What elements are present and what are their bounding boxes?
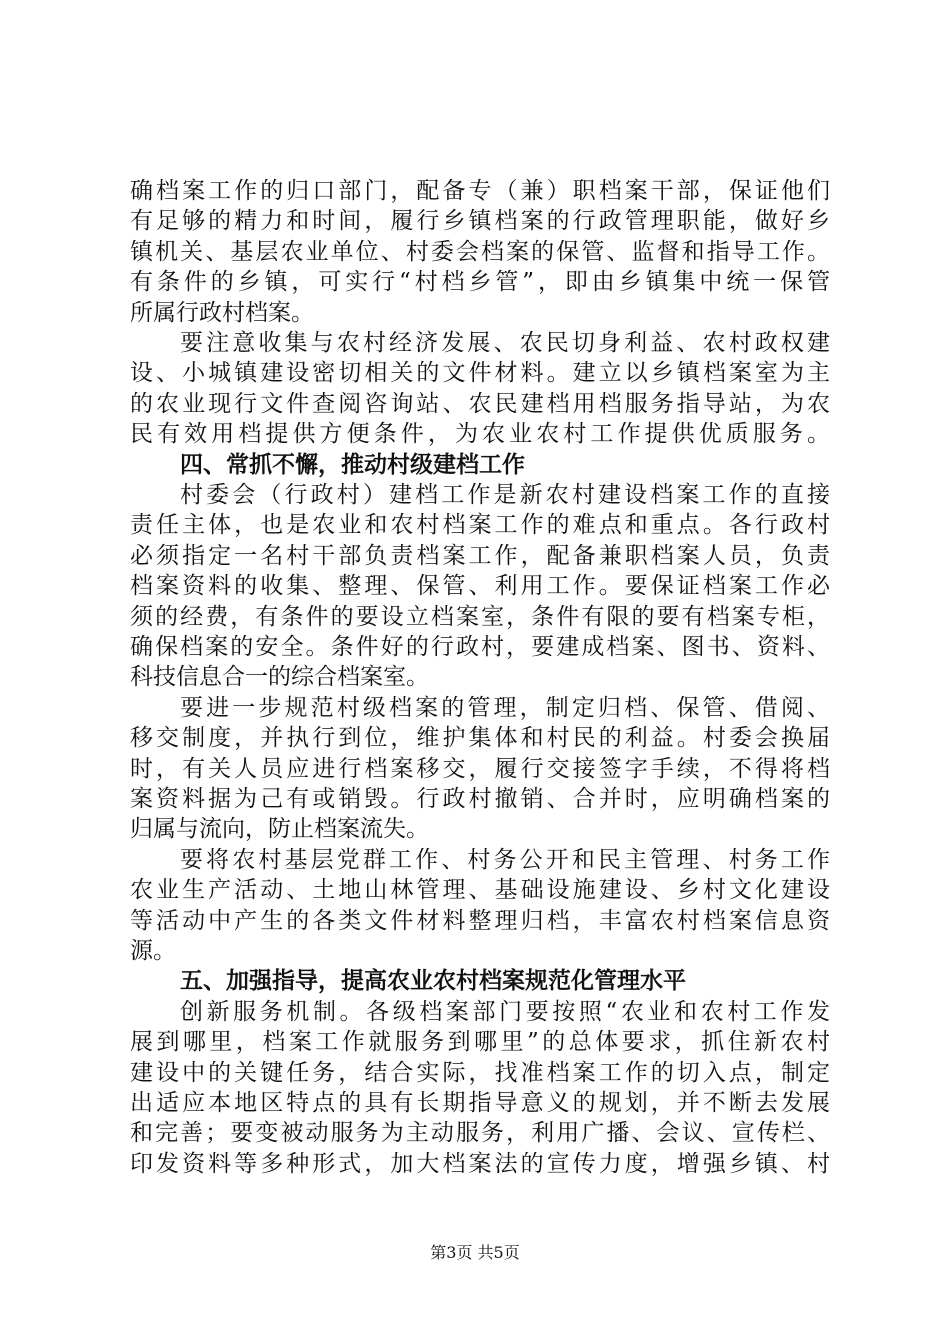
text-line: 镇机关、基层农业单位、村委会档案的保管、监督和指导工作。 (130, 238, 830, 265)
text-line: 所属行政村档案。 (130, 299, 314, 326)
text-line: 要将农村基层党群工作、村务公开和民主管理、村务工作 (180, 846, 830, 873)
text-line: 确档案工作的归口部门，配备专（兼）职档案干部，保证他们 (130, 178, 830, 204)
text-line: 民有效用档提供方便条件，为农业农村工作提供优质服务。 (130, 421, 830, 448)
text-line: 村委会（行政村）建档工作是新农村建设档案工作的直接 (180, 482, 830, 508)
text-line: 出适应本地区特点的具有长期指导意义的规划，并不断去发展 (130, 1090, 830, 1116)
text-line: 确保档案的安全。条件好的行政村，要建成档案、图书、资料、 (130, 634, 830, 660)
text-line: 要注意收集与农村经济发展、农民切身利益、农村政权建 (180, 330, 830, 356)
text-line: 要进一步规范村级档案的管理，制定归档、保管、借阅、 (180, 694, 830, 721)
text-line: 时，有关人员应进行档案移交，履行交接签字手续，不得将档 (130, 755, 830, 782)
text-line: 和完善；要变被动服务为主动服务，利用广播、会议、宣传栏、 (130, 1120, 830, 1147)
text-line: 案资料据为己有或销毁。行政村撤销、合并时，应明确档案的 (130, 786, 830, 812)
text-line: 有条件的乡镇，可实行“村档乡管”，即由乡镇集中统一保管 (130, 269, 830, 296)
text-line: 移交制度，并执行到位，维护集体和村民的利益。村委会换届 (130, 725, 830, 752)
text-line: 归属与流向，防止档案流失。 (130, 816, 429, 843)
text-line: 档案资料的收集、整理、保管、利用工作。要保证档案工作必 (130, 573, 830, 600)
text-line: 等活动中产生的各类文件材料整理归档，丰富农村档案信息资 (130, 907, 830, 934)
text-line: 须的经费，有条件的要设立档案室，条件有限的要有档案专柜， (130, 603, 830, 630)
page-footer: 第3页 共5页 (430, 1243, 520, 1262)
text-line: 印发资料等多种形式，加大档案法的宣传力度，增强乡镇、村 (130, 1150, 830, 1177)
section-heading: 四、常抓不懈，推动村级建档工作 (180, 450, 525, 478)
text-line: 有足够的精力和时间，履行乡镇档案的行政管理职能，做好乡 (130, 208, 830, 235)
text-line: 责任主体，也是农业和农村档案工作的难点和重点。各行政村 (130, 512, 830, 539)
text-line: 创新服务机制。各级档案部门要按照“农业和农村工作发 (180, 998, 830, 1025)
text-line: 建设中的关键任务，结合实际，找准档案工作的切入点，制定 (130, 1059, 830, 1086)
text-line: 科技信息合一的综合档案室。 (130, 664, 429, 691)
text-line: 设、小城镇建设密切相关的文件材料。建立以乡镇档案室为主 (130, 360, 830, 387)
text-line: 农业生产活动、土地山林管理、基础设施建设、乡村文化建设 (130, 877, 830, 904)
text-line: 展到哪里，档案工作就服务到哪里”的总体要求，抓住新农村 (130, 1029, 830, 1056)
text-line: 源。 (130, 938, 176, 964)
text-line: 的农业现行文件查阅咨询站、农民建档用档服务指导站，为农 (130, 390, 830, 417)
text-line: 必须指定一名村干部负责档案工作，配备兼职档案人员，负责 (130, 542, 830, 569)
section-heading: 五、加强指导，提高农业农村档案规范化管理水平 (180, 967, 686, 995)
